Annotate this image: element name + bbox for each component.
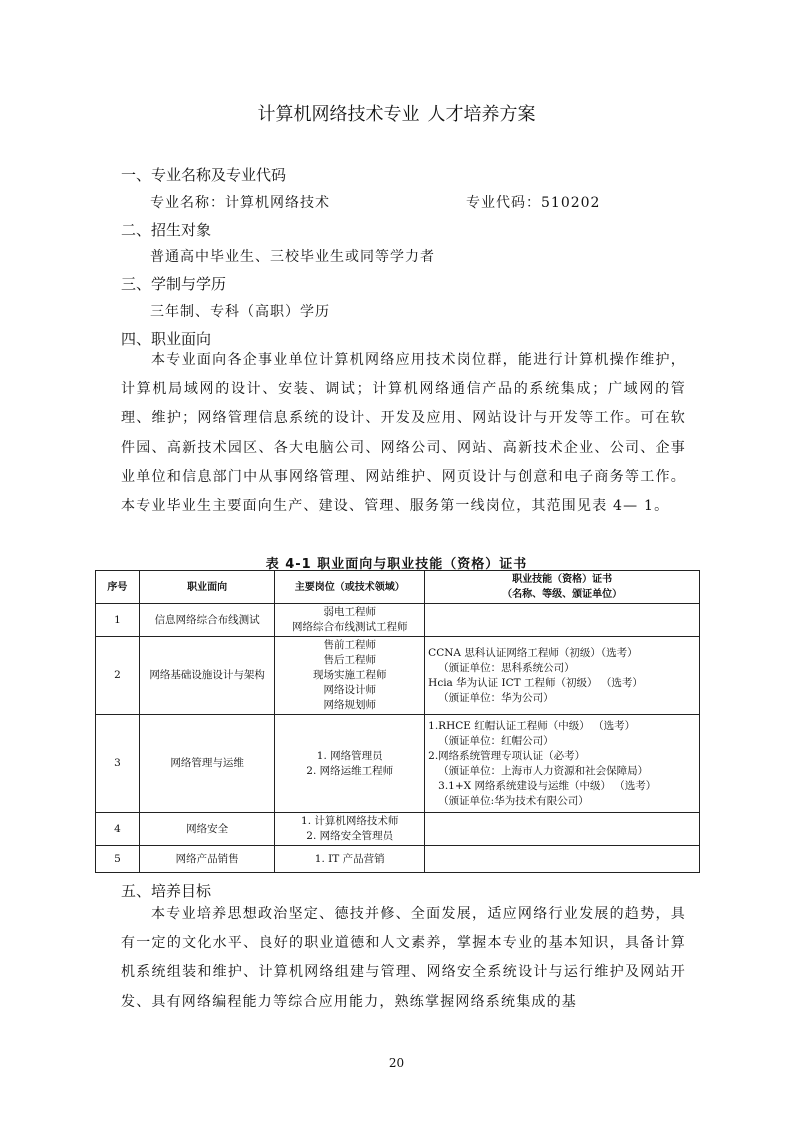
- cert-item: 1.RHCE 红帽认证工程师（中级） （选考）: [428, 719, 636, 732]
- position-item: 网络设计师: [323, 684, 376, 696]
- career-table: [95, 570, 700, 873]
- section-heading-4: 四、职业面向: [121, 330, 212, 348]
- cell-positions: [275, 813, 425, 846]
- position-item: 网络综合布线测试工程师: [291, 621, 408, 633]
- cert-item: 3.1+X 网络系统建设与运维（中级） （选考）: [438, 779, 657, 792]
- cell-positions: [275, 637, 425, 715]
- section-text-4: 本专业面向各企事业单位计算机网络应用技术岗位群，能进行计算机操作维护，计算机局域网的设计、安装、调试；计算机网络通信产品的系统集成；广域网的管理、维护；网络管理信息系统的设计、开发及应用、网站设计与开发等工作。可在软件园、高新技术园区、各大电脑公司、网络公司、网站、高新技术企业、公司、企事业单位和信息部门中从事网络管理、网站维护、网页设计与创意和电子商务等工作。本专业毕业生主要面向生产、建设、管理、服务第一线岗位，其范围见表 4— 1。: [121, 352, 686, 515]
- table-row: [96, 604, 700, 637]
- page-title: [0, 100, 793, 126]
- table-row: [96, 637, 700, 715]
- title-sub: 人才培养方案: [427, 104, 536, 125]
- table-row: [96, 813, 700, 846]
- header-certs: [425, 571, 700, 604]
- cert-item: （颁证单位:华为技术有限公司）: [438, 794, 589, 807]
- cell-no: 5: [96, 846, 140, 873]
- cell-positions: [275, 715, 425, 813]
- header-positions: 主要岗位（或技术领域）: [275, 571, 425, 604]
- cell-certs: [425, 637, 700, 715]
- header-certs-line1: 职业技能（资格）证书: [512, 574, 613, 585]
- section-text-3: 三年制、专科（高职）学历: [150, 304, 330, 320]
- position-item: 2. 网络运维工程师: [306, 764, 394, 777]
- cell-no: 3: [96, 715, 140, 813]
- section-text-2: 普通高中毕业生、三校毕业生或同等学力者: [150, 249, 435, 265]
- cell-positions: [275, 846, 425, 873]
- cell-certs: [425, 604, 700, 637]
- cert-item: （颁证单位：华为公司）: [438, 691, 554, 704]
- section-heading-1: 一、专业名称及专业代码: [121, 166, 287, 184]
- position-item: 2. 网络安全管理员: [306, 830, 394, 842]
- cell-direction: 网络基础设施设计与架构: [139, 637, 274, 715]
- header-no: 序号: [96, 571, 140, 604]
- position-item: 售前工程师: [323, 639, 376, 651]
- section-heading-2: 二、招生对象: [121, 221, 212, 239]
- title-main: 计算机网络技术专业: [257, 104, 420, 125]
- cell-no: 4: [96, 813, 140, 846]
- position-item: 弱电工程师: [323, 606, 376, 618]
- cert-item: CCNA 思科认证网络工程师（初级）（选考）: [428, 646, 638, 659]
- position-item: 1. 网络管理员: [316, 749, 383, 762]
- cell-positions: [275, 604, 425, 637]
- cell-certs: [425, 715, 700, 813]
- cert-item: （颁证单位：思科系统公司）: [438, 661, 575, 674]
- page-number: 20: [388, 1056, 405, 1070]
- table-caption: 表 4-1 职业面向与职业技能（资格）证书: [265, 557, 528, 572]
- cell-certs: [425, 846, 700, 873]
- section-heading-5: 五、培养目标: [121, 882, 212, 900]
- section-text-5: 本专业培养思想政治坚定、德技并修、全面发展，适应网络行业发展的趋势，具有一定的文化水平、良好的职业道德和人文素养，掌握本专业的基本知识，具备计算机系统组装和维护、计算机网络组建与管理、网络安全系统设计与运行维护及网站开发、具有网络编程能力等综合应用能力，熟练掌握网络系统集成的基: [121, 906, 686, 1010]
- cell-no: 1: [96, 604, 140, 637]
- cell-direction: 网络管理与运维: [139, 715, 274, 813]
- header-direction: 职业面向: [139, 571, 274, 604]
- section-heading-3: 三、学制与学历: [121, 275, 227, 293]
- position-item: 网络规划师: [323, 699, 376, 711]
- cert-item: 2.网络系统管理专项认证（必考）: [428, 749, 586, 762]
- cell-certs: [425, 813, 700, 846]
- cell-direction: 网络产品销售: [139, 846, 274, 873]
- major-name: 专业名称：计算机网络技术: [150, 195, 330, 211]
- cell-direction: 网络安全: [139, 813, 274, 846]
- cert-item: （颁证单位：上海市人力资源和社会保障局）: [438, 764, 649, 777]
- table-body: [96, 604, 700, 873]
- position-item: 售后工程师: [323, 654, 376, 666]
- cell-direction: 信息网络综合布线测试: [139, 604, 274, 637]
- table-row: [96, 715, 700, 813]
- cert-item: Hcia 华为认证 ICT 工程师（初级） （选考）: [428, 676, 643, 689]
- major-code: 专业代码：510202: [466, 195, 601, 211]
- table-header-row: [96, 571, 700, 604]
- header-certs-line2: （名称、等级、颁证单位）: [502, 589, 623, 600]
- table-row: [96, 846, 700, 873]
- position-item: 1. 计算机网络技术师: [301, 815, 399, 827]
- position-item: 现场实施工程师: [312, 669, 387, 681]
- cert-item: （颁证单位：红帽公司）: [438, 734, 554, 747]
- cell-no: 2: [96, 637, 140, 715]
- position-item: 1. IT 产品营销: [314, 852, 385, 865]
